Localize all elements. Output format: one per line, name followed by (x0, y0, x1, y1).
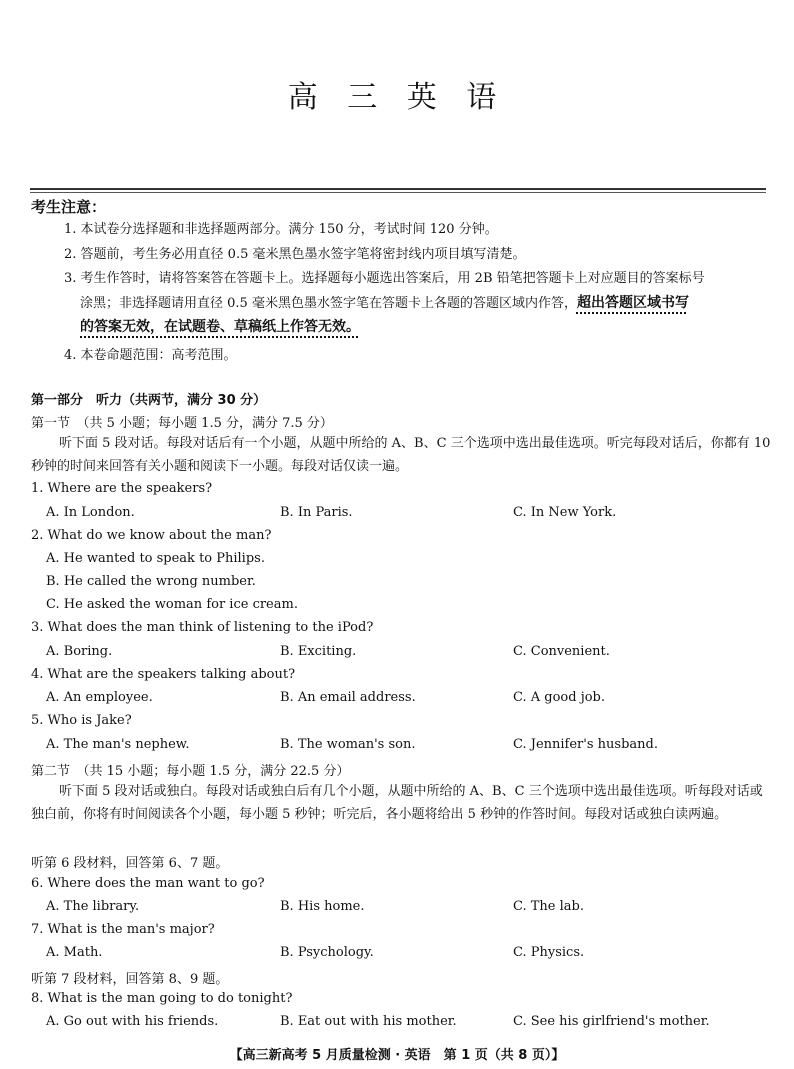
notice-emphasis-2: 的答案无效，在试题卷、草稿纸上作答无效。 (80, 319, 360, 335)
q8-option-a: A. Go out with his friends. (46, 1014, 219, 1029)
q5-option-b: B. The woman's son. (280, 737, 416, 752)
question-1: 1. Where are the speakers? (31, 481, 213, 496)
q1-option-c: C. In New York. (513, 505, 617, 520)
section2-heading: 第二节 （共 15 小题；每小题 1.5 分，满分 22.5 分） (31, 764, 350, 779)
q1-option-b: B. In Paris. (280, 505, 353, 520)
question-2: 2. What do we know about the man? (31, 528, 272, 543)
q2-option-a: A. He wanted to speak to Philips. (46, 551, 265, 566)
q7-option-b: B. Psychology. (280, 945, 374, 960)
q7-option-c: C. Physics. (513, 945, 585, 960)
notice-item-4: 4. 本卷命题范围：高考范围。 (64, 348, 237, 363)
q3-option-a: A. Boring. (46, 644, 113, 659)
section1-heading: 第一节 （共 5 小题；每小题 1.5 分，满分 7.5 分） (31, 416, 333, 431)
part1-heading: 第一部分 听力（共两节，满分 30 分） (31, 393, 267, 408)
section2-instructions: 听下面 5 段对话或独白。每段对话或独白后有几个小题，从题中所给的 A、B、C 三个选项中选出最佳选项。听每段对话或独白前，你将有时间阅读各个小题，每小题 5 秒钟；听完后，各小题将给出 5 秒钟的作答时间。每段对话或独白读两遍。 (31, 784, 763, 822)
notice-item-1: 1. 本试卷分选择题和非选择题两部分。满分 150 分，考试时间 120 分钟。 (64, 222, 498, 237)
material-6-note: 听第 6 段材料，回答第 6、7 题。 (31, 856, 229, 871)
question-8: 8. What is the man going to do tonight? (31, 991, 293, 1006)
q8-option-b: B. Eat out with his mother. (280, 1014, 457, 1029)
q4-option-b: B. An email address. (280, 690, 416, 705)
material-7-note: 听第 7 段材料，回答第 8、9 题。 (31, 972, 229, 987)
notice-emphasis-1: 超出答题区域书写 (576, 295, 689, 311)
question-7: 7. What is the man's major? (31, 922, 215, 937)
q6-option-c: C. The lab. (513, 899, 584, 914)
q6-option-b: B. His home. (280, 899, 365, 914)
q5-option-a: A. The man's nephew. (46, 737, 190, 752)
notice-item-3-cont2 (80, 316, 360, 336)
header-rule (30, 188, 766, 190)
notice-item-3-text: 涂黑；非选择题请用直径 0.5 毫米黑色墨水签字笔在答题卡上各题的答题区域内作答， (80, 296, 577, 311)
q7-option-a: A. Math. (46, 945, 103, 960)
q2-option-c: C. He asked the woman for ice cream. (46, 597, 298, 612)
question-3: 3. What does the man think of listening to the iPod? (31, 620, 374, 635)
q4-option-a: A. An employee. (46, 690, 153, 705)
question-5: 5. Who is Jake? (31, 713, 132, 728)
notice-item-3-cont (80, 292, 689, 312)
q3-option-c: C. Convenient. (513, 644, 610, 659)
header-rule-thin (30, 192, 766, 193)
page-footer: 【高三新高考 5 月质量检测 · 英语 第 1 页（共 8 页）】 (229, 1048, 565, 1063)
q5-option-c: C. Jennifer's husband. (513, 737, 658, 752)
notice-heading: 考生注意： (31, 198, 107, 216)
q2-option-b: B. He called the wrong number. (46, 574, 256, 589)
q1-option-a: A. In London. (46, 505, 135, 520)
q3-option-b: B. Exciting. (280, 644, 357, 659)
question-6: 6. Where does the man want to go? (31, 876, 265, 891)
q6-option-a: A. The library. (46, 899, 140, 914)
page-title: 高 三 英 语 (287, 80, 507, 115)
q8-option-c: C. See his girlfriend's mother. (513, 1014, 710, 1029)
notice-item-2: 2. 答题前，考生务必用直径 0.5 毫米黑色墨水签字笔将密封线内项目填写清楚。 (64, 247, 526, 262)
notice-item-3: 3. 考生作答时，请将答案答在答题卡上。选择题每小题选出答案后，用 2B 铅笔把答题卡上对应题目的答案标号 (64, 271, 705, 286)
question-4: 4. What are the speakers talking about? (31, 667, 296, 682)
section1-instructions: 听下面 5 段对话。每段对话后有一个小题，从题中所给的 A、B、C 三个选项中选出最佳选项。听完每段对话后，你都有 10 秒钟的时间来回答有关小题和阅读下一小题。每段对话仅读一遍。 (31, 436, 771, 474)
q4-option-c: C. A good job. (513, 690, 606, 705)
